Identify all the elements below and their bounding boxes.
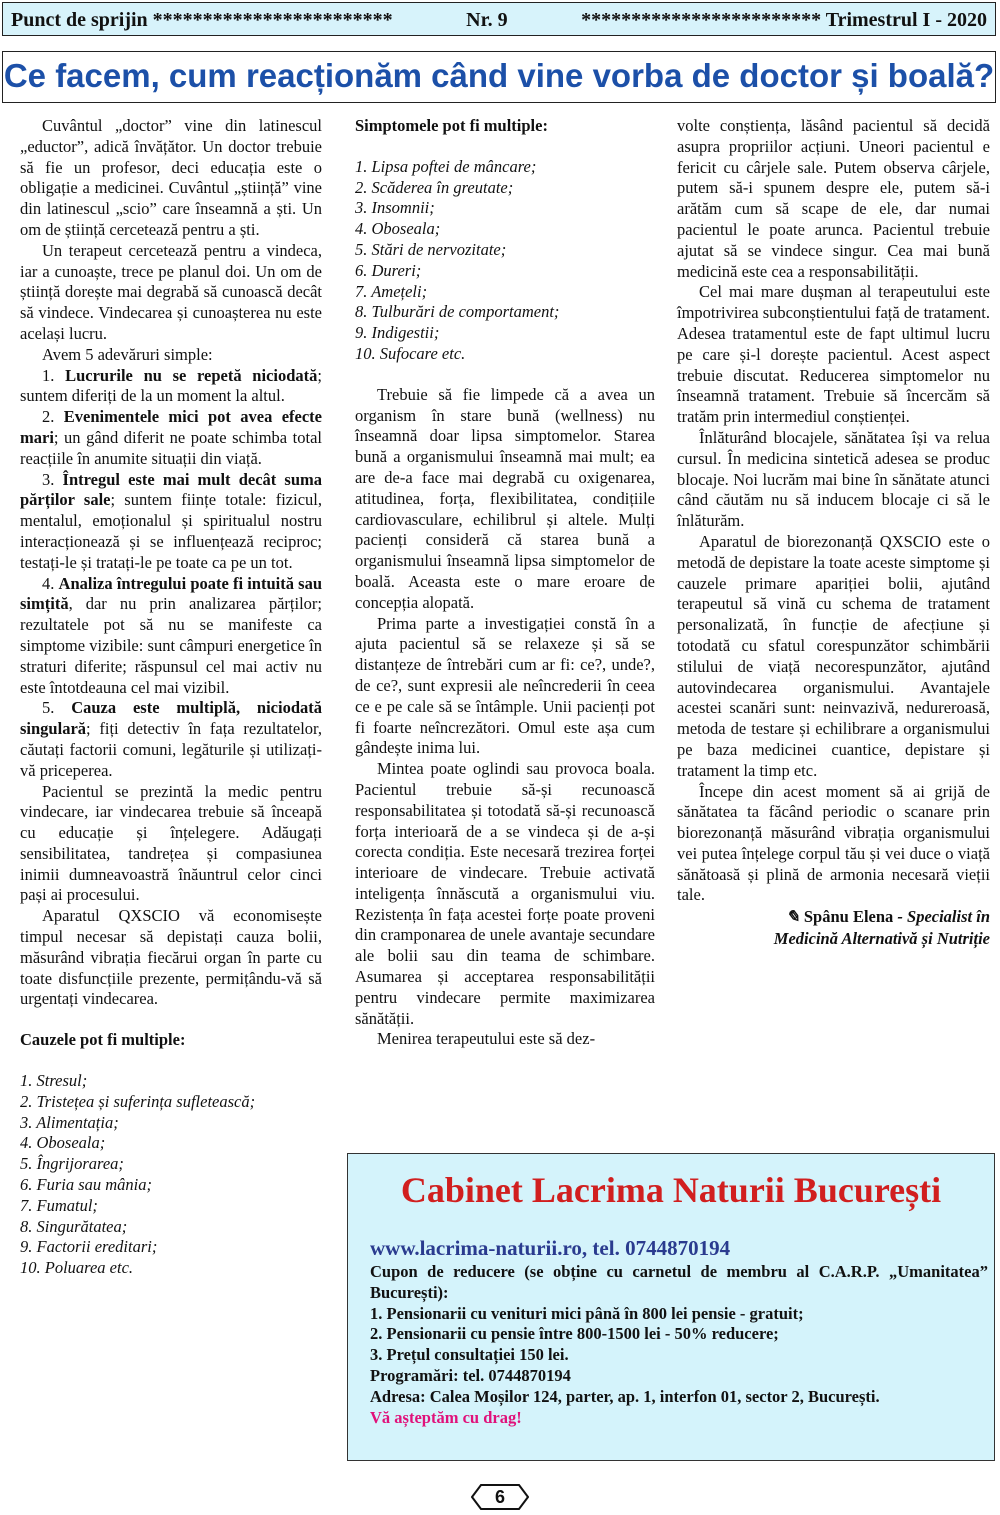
list-item: 1. Lipsa poftei de mâncare; xyxy=(355,156,537,176)
list-item: 9. Factorii ereditari; xyxy=(20,1237,158,1257)
ad-line: 1. Pensionarii cu venituri mici până în 800 lei pensie - gratuit; xyxy=(370,1303,804,1323)
ad-line: Cupon de reducere (se obține cu carnetul de membru al C.A.R.P. „Umanitatea” București): xyxy=(370,1262,988,1302)
truth-bold: Întregul este mai mult decât suma părților sale xyxy=(20,469,323,510)
list-item: 4. Oboseala; xyxy=(20,1133,106,1153)
list-item: 2. Scăderea în greutate; xyxy=(355,177,514,197)
list-item: 3. Insomnii; xyxy=(355,198,435,218)
truth-text: ; suntem diferiți de la un moment la altul. xyxy=(20,365,322,406)
truth-text: ; un gând diferit ne poate schimba total reacțiile în anumite situații din viață. xyxy=(20,427,322,468)
truth-1 xyxy=(20,366,322,408)
paragraph: Trebuie să fie limpede că a avea un organism în stare bună (wellness) nu înseamnă doar lipsa simptomelor. Starea bună a organismului înseamnă mai mult; ea are de-a face mai degrabă cu oxigenarea, atitudinea, forța, flexibilitatea, condițiile cardiovasculare, echilibrul și altele. Mulți pacienți consideră că starea bună a organismului înseamnă lipsa simptomelor de boală. Aceasta este o mare eroare de concepția alopată. xyxy=(355,384,655,612)
truth-text: ; fiți detectiv în fața rezultatelor, căutați factorii comuni, legăturile și utilizați-vă priceperea. xyxy=(20,719,322,780)
paragraph: Un terapeut cercetează pentru a vindeca, iar a cunoaște, trece pe planul doi. Un om de știință dorește mai degrabă să cunoască decât să vindece. Vindecarea și cunoașterea nu este același lucru. xyxy=(20,240,322,343)
ad-closing: Vă așteptăm cu drag! xyxy=(370,1407,522,1427)
paragraph: Menirea terapeutului este să dez- xyxy=(377,1029,596,1049)
page-number-text: 6 xyxy=(494,1487,505,1507)
truth-number: 4. xyxy=(42,573,59,593)
column-2 xyxy=(355,116,655,1050)
list-item: 6. Furia sau mânia; xyxy=(20,1175,152,1195)
column-3 xyxy=(677,116,990,950)
truth-3 xyxy=(20,470,322,574)
list-item: 8. Singurătatea; xyxy=(20,1216,128,1236)
article-title: Ce facem, cum reacționăm când vine vorba de doctor și boală? xyxy=(2,51,996,103)
author-role: Medicină Alternativă și Nutriție xyxy=(773,929,990,949)
truth-number: 1. xyxy=(42,365,66,385)
truth-2 xyxy=(20,407,322,469)
header-right: ************************ Trimestrul I - 2020 xyxy=(581,9,987,31)
paragraph: Pacientul se prezintă la medic pentru vindecare, iar vindecarea trebuie să înceapă cu educație și înțelegere. Adăugați sensibilitatea, tandrețea și compasiunea inimii dumneavoastră înăuntrul celor cinci pași ai procesului. xyxy=(20,781,322,905)
list-item: 1. Stresul; xyxy=(20,1071,88,1091)
truth-bold: Analiza întregului poate fi intuită sau simțită xyxy=(20,573,322,614)
paragraph: Avem 5 adevăruri simple: xyxy=(42,344,213,364)
advertisement-box xyxy=(347,1153,995,1461)
paragraph: volte conștiența, lăsând pacientul să decidă asupra propriilor acțiuni. Uneori pacientul e fericit cu cârjele sale. Putem observa cârjele, putem să-i spunem despre ele, putem să-i arătăm cum să scape de ele, dar numai pacientul le poate arunca. Pacientul trebuie ajutat să se vindece singur. Cea mai bună medicină este cea a responsabilității. xyxy=(677,116,990,281)
paragraph: Înlăturând blocajele, sănătatea își va relua cursul. În medicina sintetică adesea se produc blocaje. Noi lucrăm mai bine în sănătate atunci când căutăm nu să inducem blocaje ci să le înlăturăm. xyxy=(677,427,990,531)
causes-list xyxy=(20,1071,322,1279)
list-item: 3. Alimentația; xyxy=(20,1112,119,1132)
author-role: - Specialist în xyxy=(893,907,990,927)
symptoms-heading: Simptomele pot fi multiple: xyxy=(355,116,548,135)
author-signature xyxy=(677,906,990,950)
ad-title: Cabinet Lacrima Naturii București xyxy=(400,1170,942,1210)
truth-text: , dar nu prin analizarea părților; rezultatele pot să nu se manifeste ca simptome vizibile: sunt câmpuri energetice în straturi diferite; răspunsul cel mai activ nu este întotdeauna cel mai vizibil. xyxy=(20,594,322,697)
truth-number: 5. xyxy=(42,698,72,718)
paragraph: Mintea poate oglindi sau provoca boala. Pacientul trebuie să-și recunoască responsabilitatea și totodată să-și recunoască forța interioară de a se vindeca și de a-și corecta condiția. Este necesară trezirea forței interioare de vindecare. Trebuie activată inteligența înnăscută a organismului viu. Rezistența în fața acestei forțe poate proveni din cramponarea de unele avantaje secundare ale bolii sau din teama de schimbare. Asumarea și acceptarea responsabilității pentru vindecare permite maximizarea sănătății. xyxy=(355,759,655,1028)
list-item: 9. Indigestii; xyxy=(355,323,440,343)
list-item: 4. Oboseala; xyxy=(355,219,441,239)
truth-4 xyxy=(20,574,322,699)
causes-heading: Cauzele pot fi multiple: xyxy=(20,1030,186,1050)
list-item: 6. Dureri; xyxy=(355,260,422,280)
header-left: Punct de sprijin ************************ xyxy=(11,9,393,31)
ad-line: 2. Pensionarii cu pensie între 800-1500 lei - 50% reducere; xyxy=(370,1324,779,1344)
ad-line: Programări: tel. 0744870194 xyxy=(370,1365,571,1385)
truth-text: ; suntem ființe totale: fizicul, mentalul, emoționalul și spiritualul nostru interacționează și se influențează reciproc; testați-le și tratați-le pe toate ca pe un tot. xyxy=(20,490,322,572)
truth-bold: Cauza este multiplă, niciodată singulară xyxy=(20,698,323,739)
list-item: 2. Tristețea și suferința sufletească; xyxy=(20,1091,256,1111)
pen-icon: ✎ xyxy=(785,907,800,927)
truth-bold: Evenimentele mici pot avea efecte mari xyxy=(20,407,322,447)
symptoms-list xyxy=(355,157,655,365)
list-item: 5. Stări de nervozitate; xyxy=(355,239,507,259)
paragraph: Prima parte a investigației constă în a ajuta pacientul să se relaxeze și să se distanțeze de întrebări cum ar fi: ce?, unde?, de ce?, sunt expresii ale neîncrederii în ceea ce e pe cale să se întâmple. Unii pacienți pot fi foarte neîncrezători. Omul este așa cum gândește inima lui. xyxy=(355,613,655,758)
list-item: 10. Sufocare etc. xyxy=(355,343,466,363)
ad-line: 3. Prețul consultației 150 lei. xyxy=(370,1345,569,1365)
truth-number: 2. xyxy=(42,407,64,427)
ad-website[interactable]: www.lacrima-naturii.ro, tel. 0744870194 xyxy=(370,1236,731,1260)
truth-bold: Lucrurile nu se repetă niciodată xyxy=(65,365,318,385)
paragraph: Aparatul de biorezonanță QXSCIO este o metodă de depistare la toate aceste simptome și cauzele primare apariției bolii, ajutând terapeutul să vină cu schema de tratament personalizată, în funcție de afecțiune și totodată cu sfatul corespunzător schimbării stilului de viață necorespunzător, ajutând autovindecarea organismului. Avantajele acestei scanări sunt: neinvazivă, nedureroasă, metoda de testare și echilibrare a organismului pe baza medicinei cuantice, depistare și tratament la timp etc. xyxy=(677,531,990,780)
truth-5 xyxy=(20,698,322,781)
truth-number: 3. xyxy=(42,469,63,489)
issue-number: Nr. 9 xyxy=(466,9,508,31)
author-name: Spânu Elena xyxy=(803,907,894,927)
paragraph: Cuvântul „doctor” vine din latinescul „eductor”, adică învățător. Un doctor trebuie să fie un profesor, deci educația este o obligație a medicinei. Cuvântul „știință” vine din latinescul „scio” care înseamnă a ști. Un om de știință cercetează pentru a ști. xyxy=(20,116,322,239)
list-item: 7. Amețeli; xyxy=(355,281,428,301)
header-bar xyxy=(2,2,996,36)
list-item: 5. Îngrijorarea; xyxy=(20,1154,124,1174)
paragraph: Începe din acest moment să ai grijă de sănătatea ta făcând periodic o scanare prin biorezonanță măsurând vibrația organismului vei putea înțelege corpul tău și vei duce o viață sănătoasă și plină de armonia necesară vieții tale. xyxy=(677,781,990,905)
paragraph: Cel mai mare dușman al terapeutului este împotrivirea subconștientului față de tratament. Adesea tratamentul este de fapt ultimul lucru pe care și-l dorește pacientul. Acest aspect trebuie discutat. Reducerea simptomelor nu înseamnă tratament. Trebuie să încercăm să tratăm prin intermediul conștienței. xyxy=(677,282,990,427)
ad-line: Adresa: Calea Moșilor 124, parter, ap. 1, interfon 01, sector 2, București. xyxy=(370,1386,880,1406)
ad-body xyxy=(356,1234,988,1428)
paragraph: Aparatul QXSCIO vă economisește timpul necesar să depistați cauza bolii, măsurând vibrația fiecărui organ în parte cu toate disfuncțiile prezente, permițându-vă să urgentați vindecarea. xyxy=(20,906,322,1009)
list-item: 7. Fumatul; xyxy=(20,1195,98,1215)
column-1 xyxy=(20,116,322,1279)
page-number xyxy=(471,1484,529,1510)
list-item: 8. Tulburări de comportament; xyxy=(355,302,560,322)
list-item: 10. Poluarea etc. xyxy=(20,1258,134,1278)
